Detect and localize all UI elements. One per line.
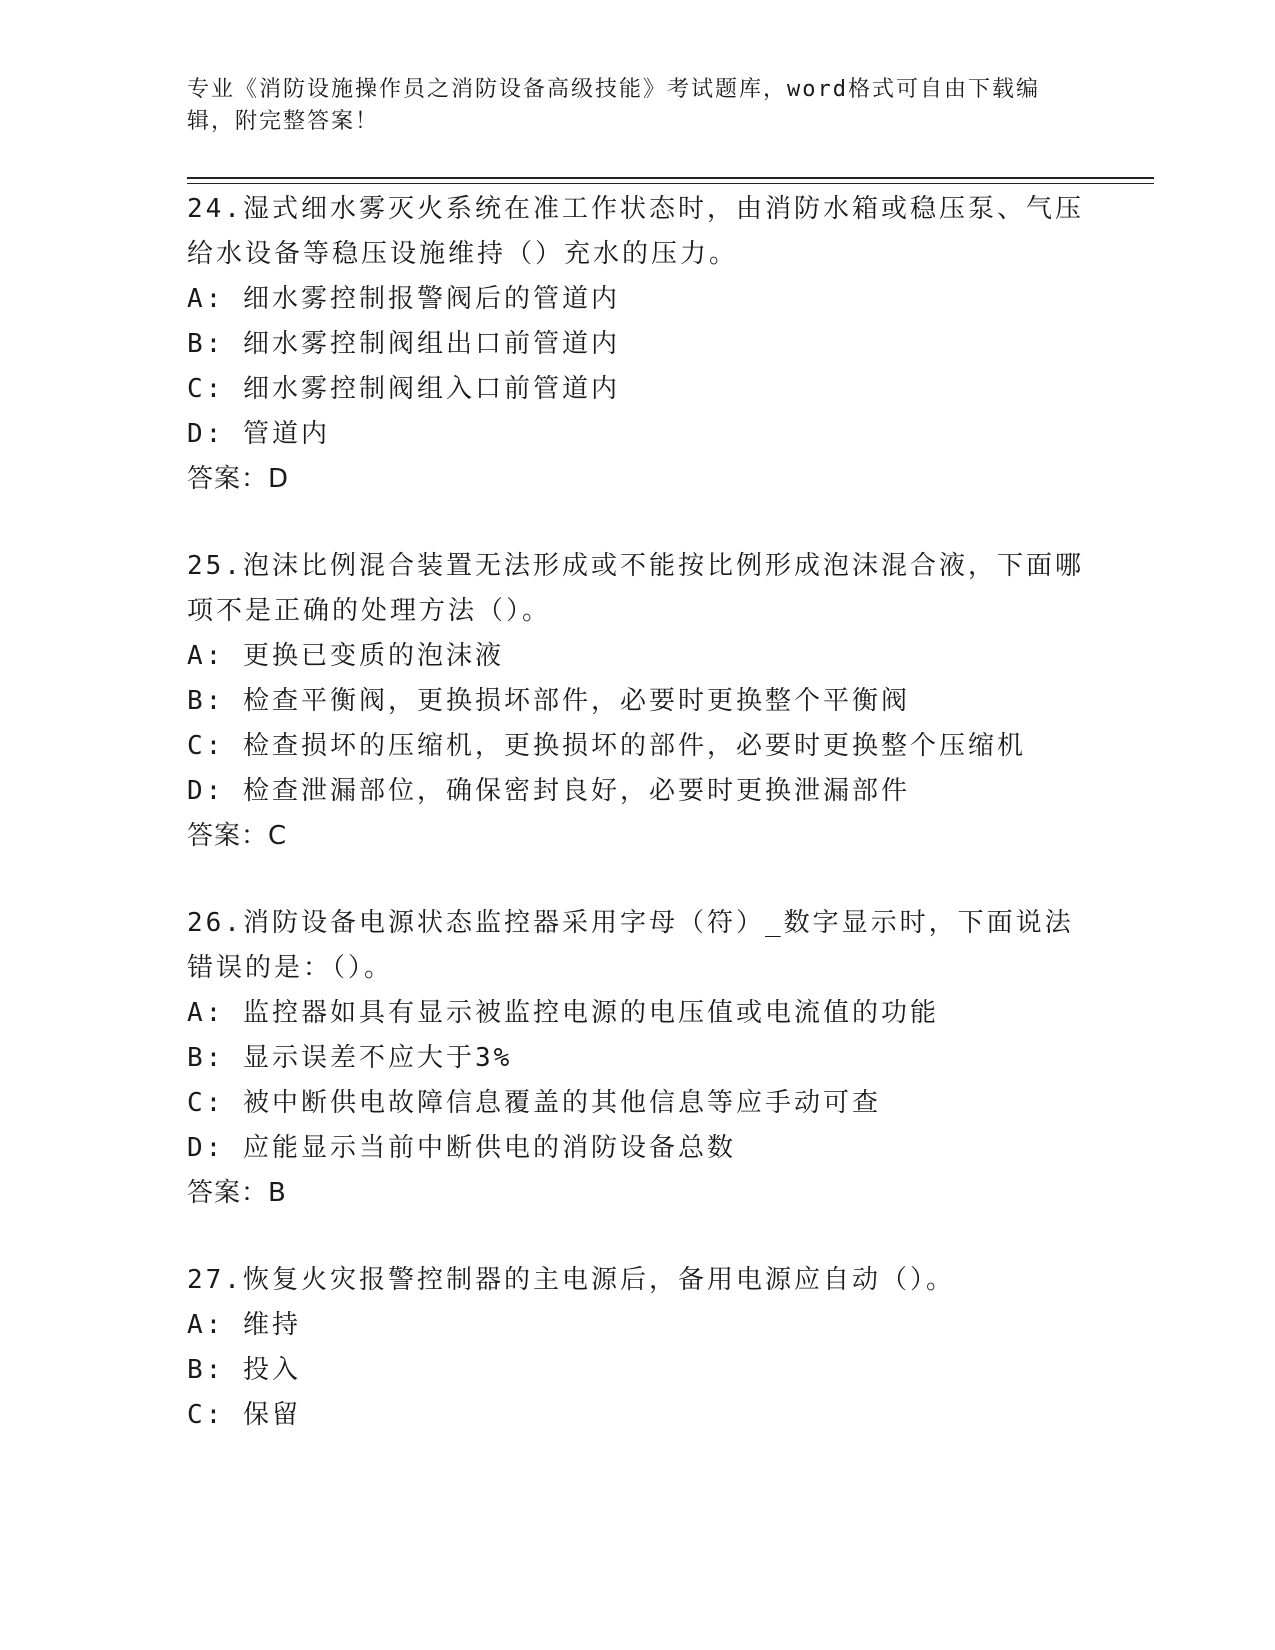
question-stem: 27.恢复火灾报警控制器的主电源后，备用电源应自动（）。 [187, 1265, 955, 1295]
option-a: A: 监控器如具有显示被监控电源的电压值或电流值的功能 [187, 998, 939, 1028]
question-25 [187, 544, 1087, 859]
question-stem: 24.湿式细水雾灭火系统在准工作状态时，由消防水箱或稳压泵、气压给水设备等稳压设施维持（）充水的压力。 [187, 194, 1084, 269]
option-b: B: 显示误差不应大于3% [187, 1043, 513, 1073]
option-d: D: 检查泄漏部位，确保密封良好，必要时更换泄漏部件 [187, 776, 910, 806]
question-stem: 25.泡沫比例混合装置无法形成或不能按比例形成泡沫混合液，下面哪项不是正确的处理方法（）。 [187, 551, 1084, 626]
option-c: C: 被中断供电故障信息覆盖的其他信息等应手动可查 [187, 1088, 881, 1118]
answer-line: 答案：C [187, 821, 288, 851]
header-divider-thin [187, 183, 1154, 184]
option-a: A: 细水雾控制报警阀后的管道内 [187, 284, 620, 314]
document-header: 专业《消防设施操作员之消防设备高级技能》考试题库，word格式可自由下载编辑，附完整答案！ [187, 77, 1040, 134]
option-d: D: 应能显示当前中断供电的消防设备总数 [187, 1133, 736, 1163]
option-d: D: 管道内 [187, 419, 330, 449]
question-stem: 26.消防设备电源状态监控器采用字母（符）_数字显示时，下面说法错误的是：（）。 [187, 908, 1074, 983]
option-b: B: 检查平衡阀，更换损坏部件，必要时更换整个平衡阀 [187, 686, 910, 716]
option-a: A: 维持 [187, 1310, 301, 1340]
option-c: C: 细水雾控制阀组入口前管道内 [187, 374, 620, 404]
option-c: C: 检查损坏的压缩机，更换损坏的部件，必要时更换整个压缩机 [187, 731, 1026, 761]
answer-line: 答案：D [187, 464, 290, 494]
question-24 [187, 187, 1087, 502]
header-divider-thick [187, 177, 1154, 179]
option-b: B: 细水雾控制阀组出口前管道内 [187, 329, 620, 359]
option-a: A: 更换已变质的泡沫液 [187, 641, 504, 671]
option-c: C: 保留 [187, 1400, 301, 1430]
option-b: B: 投入 [187, 1355, 301, 1385]
question-26 [187, 901, 1087, 1216]
question-27 [187, 1258, 1087, 1438]
answer-line: 答案：B [187, 1178, 287, 1208]
question-list [187, 187, 1087, 1480]
